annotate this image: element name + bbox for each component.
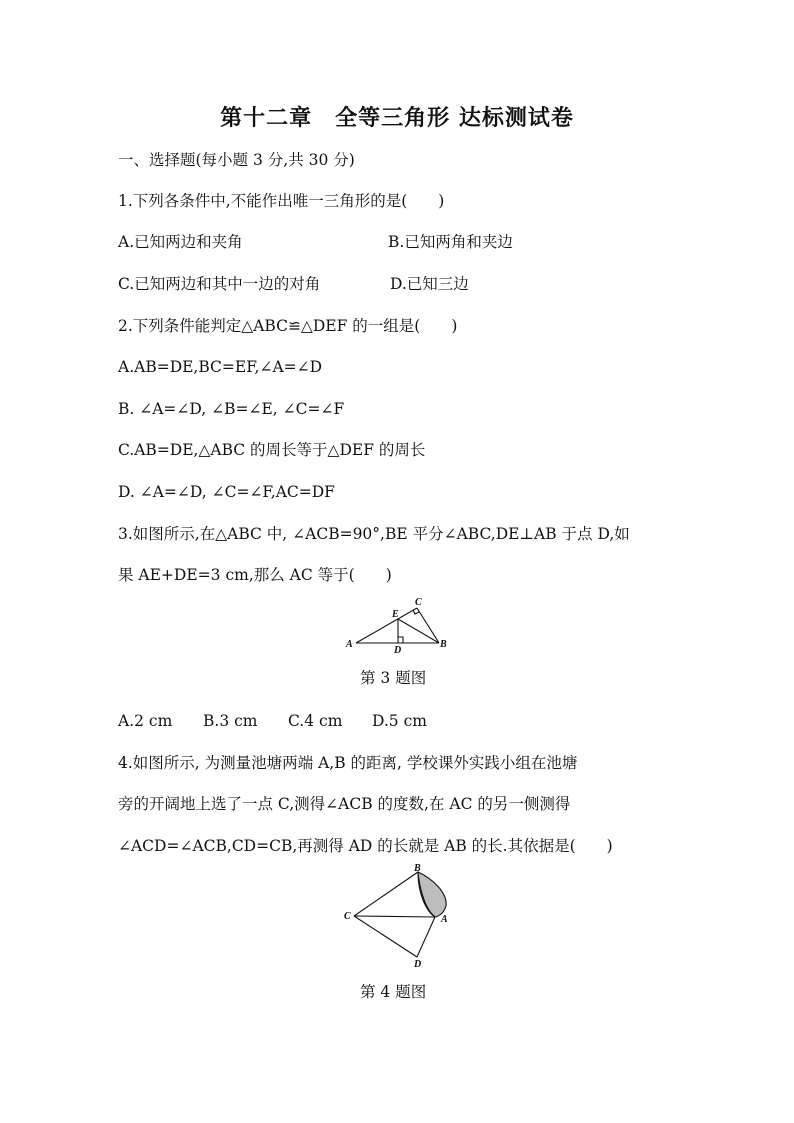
q3-option-a: A.2 cm — [118, 712, 173, 730]
q3-option-c: C.4 cm — [288, 712, 343, 730]
q2-option-d: D. ∠A=∠D, ∠C=∠F,AC=DF — [118, 483, 335, 501]
q3-label-d: D — [394, 645, 402, 656]
q3-option-d: D.5 cm — [372, 712, 427, 730]
section-heading: 一、选择题(每小题 3 分,共 30 分) — [118, 151, 355, 169]
q3-figure — [340, 594, 452, 656]
q3-label-a: A — [346, 639, 353, 650]
q2-option-b: B. ∠A=∠D, ∠B=∠E, ∠C=∠F — [118, 400, 345, 418]
q4-label-d: D — [414, 959, 422, 970]
q4-label-a: A — [441, 914, 448, 925]
q3-label-e: E — [392, 609, 399, 620]
q4-label-b: B — [414, 863, 421, 874]
q4-stem-line2: 旁的开阔地上选了一点 C,测得∠ACB 的度数,在 AC 的另一侧测得 — [118, 795, 571, 813]
q3-stem-line2: 果 AE+DE=3 cm,那么 AC 等于( ) — [118, 566, 392, 584]
q4-label-c: C — [344, 911, 351, 922]
page-title: 第十二章 全等三角形 达标测试卷 — [220, 106, 574, 131]
q4-stem-line1: 4.如图所示, 为测量池塘两端 A,B 的距离, 学校课外实践小组在池塘 — [118, 754, 578, 772]
q1-option-c: C.已知两边和其中一边的对角 — [118, 275, 321, 293]
q2-option-a: A.AB=DE,BC=EF,∠A=∠D — [118, 358, 323, 376]
q3-stem-line1: 3.如图所示,在△ABC 中, ∠ACB=90°,BE 平分∠ABC,DE⊥AB 于点 D,如 — [118, 525, 630, 543]
q2-option-c: C.AB=DE,△ABC 的周长等于△DEF 的周长 — [118, 441, 426, 459]
q4-figure-caption: 第 4 题图 — [360, 983, 427, 1001]
q1-option-d: D.已知三边 — [390, 275, 469, 293]
q2-stem: 2.下列条件能判定△ABC≌△DEF 的一组是( ) — [118, 317, 458, 335]
q3-option-b: B.3 cm — [203, 712, 258, 730]
q4-figure — [338, 862, 456, 972]
q4-stem-line3: ∠ACD=∠ACB,CD=CB,再测得 AD 的长就是 AB 的长.其依据是( ) — [118, 837, 613, 855]
q1-option-b: B.已知两角和夹边 — [388, 233, 513, 251]
q3-label-b: B — [440, 639, 447, 650]
q1-option-a: A.已知两边和夹角 — [118, 233, 243, 251]
q1-stem: 1.下列各条件中,不能作出唯一三角形的是( ) — [118, 192, 445, 210]
q3-figure-caption: 第 3 题图 — [360, 669, 427, 687]
q3-label-c: C — [415, 597, 422, 608]
